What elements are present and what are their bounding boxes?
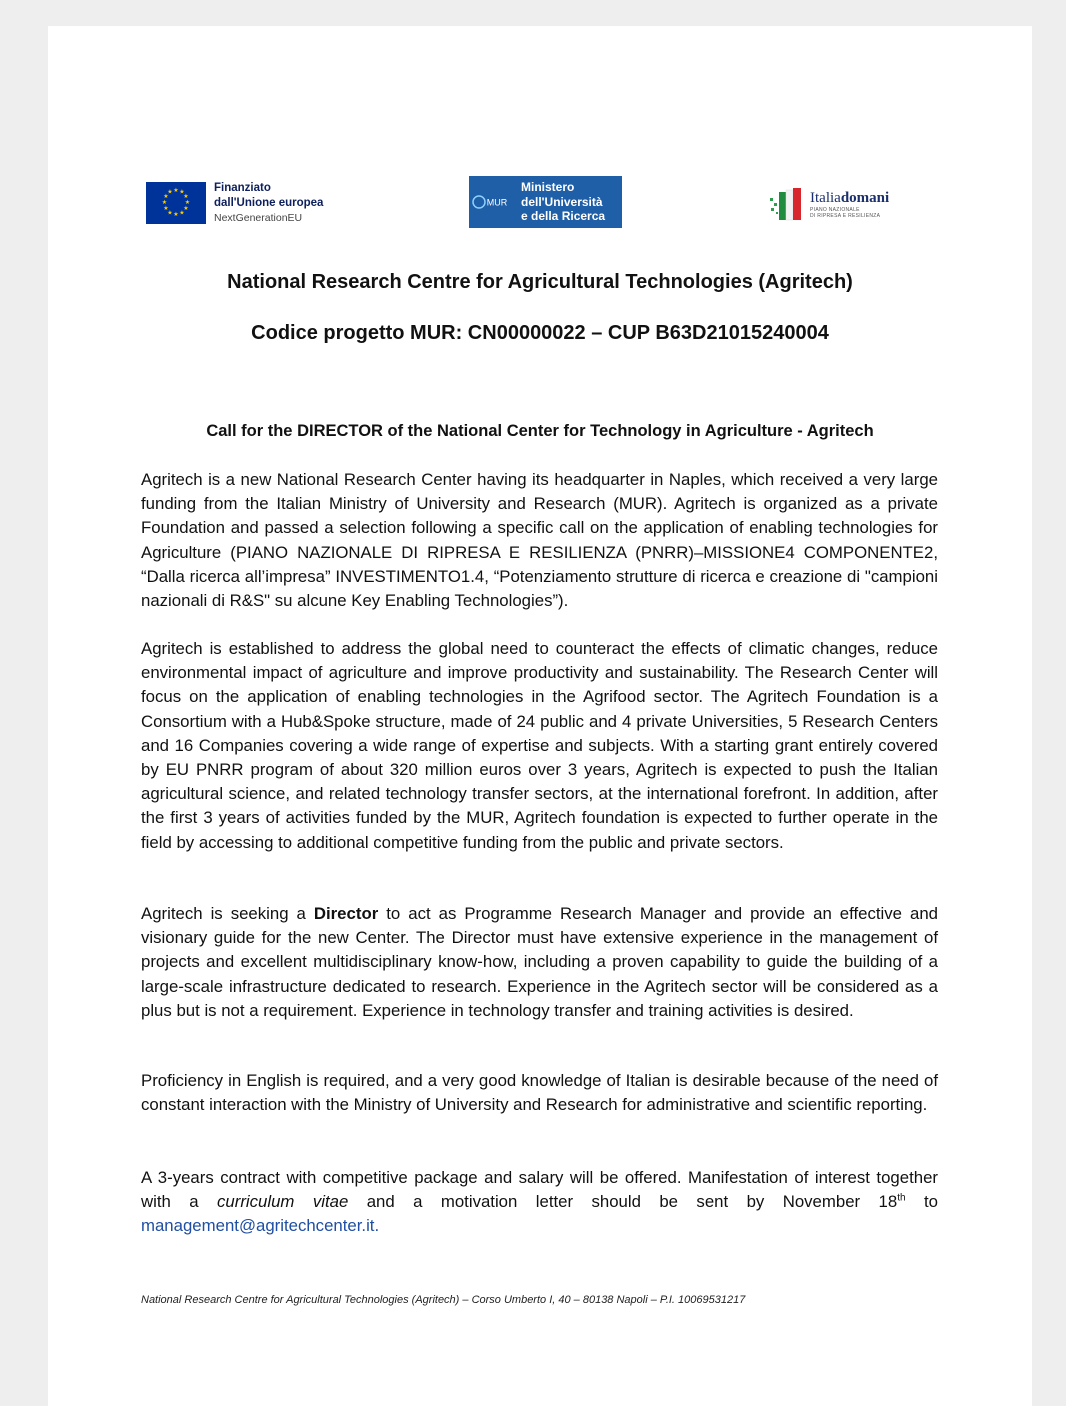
eu-funding-logo — [146, 180, 356, 226]
eu-flag-icon — [146, 182, 206, 224]
mur-logo-line2: dell'Università — [521, 194, 603, 209]
eu-logo-line1: Finanziato — [214, 181, 271, 194]
svg-text:★: ★ — [161, 199, 168, 206]
mur-badge-text: MUR — [486, 197, 508, 208]
svg-text:★: ★ — [167, 188, 173, 196]
italy-flag-icon — [768, 186, 804, 222]
p5-end: . — [374, 1216, 380, 1236]
p3-text-b: to act as Programme Research Manager and provide an effective and visionary guide for the new Center. The Director must have extensive experience in the management of projects and excellent multidisciplinary know-how, including a proven capability to guide the building of a large-scale infrastructure dedicated to research. Experience in the Agritech sector will be considered as a plus but is not a requirement. Experience in technology transfer and training activities is desired. — [141, 904, 938, 1020]
svg-text:★: ★ — [173, 211, 179, 218]
paragraph-mission: Agritech is established to address the global need to counteract the effects of climatic changes, reduce environmental impact of agriculture and improve productivity and sustainability. The Research Center will focus on the application of enabling technologies in the Agrifood sector. The Agritech Foundation is a Consortium with a Hub&Spoke structure, made of 24 public and 4 private Universities, 5 Research Centers and 16 Companies covering a wide range of expertise and subjects. With a starting grant entirely covered by EU PNRR program of about 320 million euros over 3 years, Agritech is expected to push the Italian agricultural science, and related technology transfer sectors, at the international forefront. In addition, after the first 3 years of activities funded by the MUR, Agritech foundation is expected to further operate in the field by accessing to additional competitive funding from the public and private sectors. — [141, 639, 938, 852]
eu-logo-line2: dall'Unione europea — [214, 196, 324, 209]
p5-text-b: and a motivation letter should be sent by November 18 — [348, 1192, 898, 1212]
svg-text:★: ★ — [179, 209, 185, 217]
italiadomani-name-bold: domani — [840, 189, 890, 206]
svg-text:★: ★ — [173, 187, 179, 194]
svg-text:★: ★ — [167, 209, 173, 217]
italiadomani-name-light: Italia — [810, 189, 841, 206]
paragraph-director — [141, 902, 938, 1023]
eu-logo-line3: NextGenerationEU — [214, 211, 303, 224]
svg-text:★: ★ — [163, 193, 169, 200]
paragraph-language: Proficiency in English is required, and a very good knowledge of Italian is desirable because of the need of constant interaction with the Ministry of University and Research for administrative and scientific reporting. — [141, 1071, 938, 1115]
paragraph-contract — [141, 1166, 938, 1239]
p5-cv-italic: curriculum vitae — [217, 1192, 349, 1212]
call-heading: Call for the DIRECTOR of the National Center for Technology in Agriculture - Agritech — [206, 422, 874, 440]
p3-director-bold: Director — [313, 904, 379, 923]
svg-text:★: ★ — [183, 193, 189, 200]
paragraph-intro: Agritech is a new National Research Center having its headquarter in Naples, which received a very large funding from the Italian Ministry of University and Research (MUR). Agritech is organized as a private Foundation and passed a selection following a specific call on the application of enabling technologies for Agriculture (PIANO NAZIONALE DI RIPRESA E RESILIENZA (PNRR)–MISSIONE4 COMPONENTE2, “Dalla ricerca all’impresa” INVESTIMENTO1.4, “Potenziamento strutture di ricerca e creazione di "campioni nazionali di R&S" su alcune Key Enabling Technologies”). — [141, 470, 938, 611]
mur-logo — [469, 176, 622, 228]
page-footer: National Research Centre for Agricultural Technologies (Agritech) – Corso Umberto I, 40 – 80138 Napoli – P.I. 10069531217 — [141, 1294, 746, 1306]
svg-text:★: ★ — [163, 205, 169, 212]
svg-text:★: ★ — [183, 205, 189, 212]
contact-email-link[interactable]: management@agritechcenter.it — [141, 1216, 375, 1236]
p5-text-c: to — [905, 1192, 938, 1212]
italiadomani-sub1: PIANO NAZIONALE — [810, 206, 860, 213]
mur-logo-line1: Ministero — [521, 180, 575, 195]
svg-text:★: ★ — [179, 188, 185, 196]
p5-text-a: A 3-years contract with competitive package and salary will be offered. Manifestation of interest together with a — [141, 1168, 938, 1212]
p5-ordinal-sup: th — [897, 1192, 906, 1204]
mur-logo-line3: e della Ricerca — [521, 209, 606, 224]
document-title: National Research Centre for Agricultural Technologies (Agritech) — [227, 271, 853, 293]
document-page — [48, 26, 1032, 1406]
svg-text:★: ★ — [184, 199, 191, 206]
italiadomani-logo — [768, 182, 928, 226]
italiadomani-sub2: DI RIPRESA E RESILIENZA — [810, 212, 881, 219]
project-code: Codice progetto MUR: CN00000022 – CUP B63D21015240004 — [251, 322, 829, 344]
p3-text-a: Agritech is seeking a — [141, 904, 314, 923]
mur-logo-icon — [469, 192, 513, 212]
